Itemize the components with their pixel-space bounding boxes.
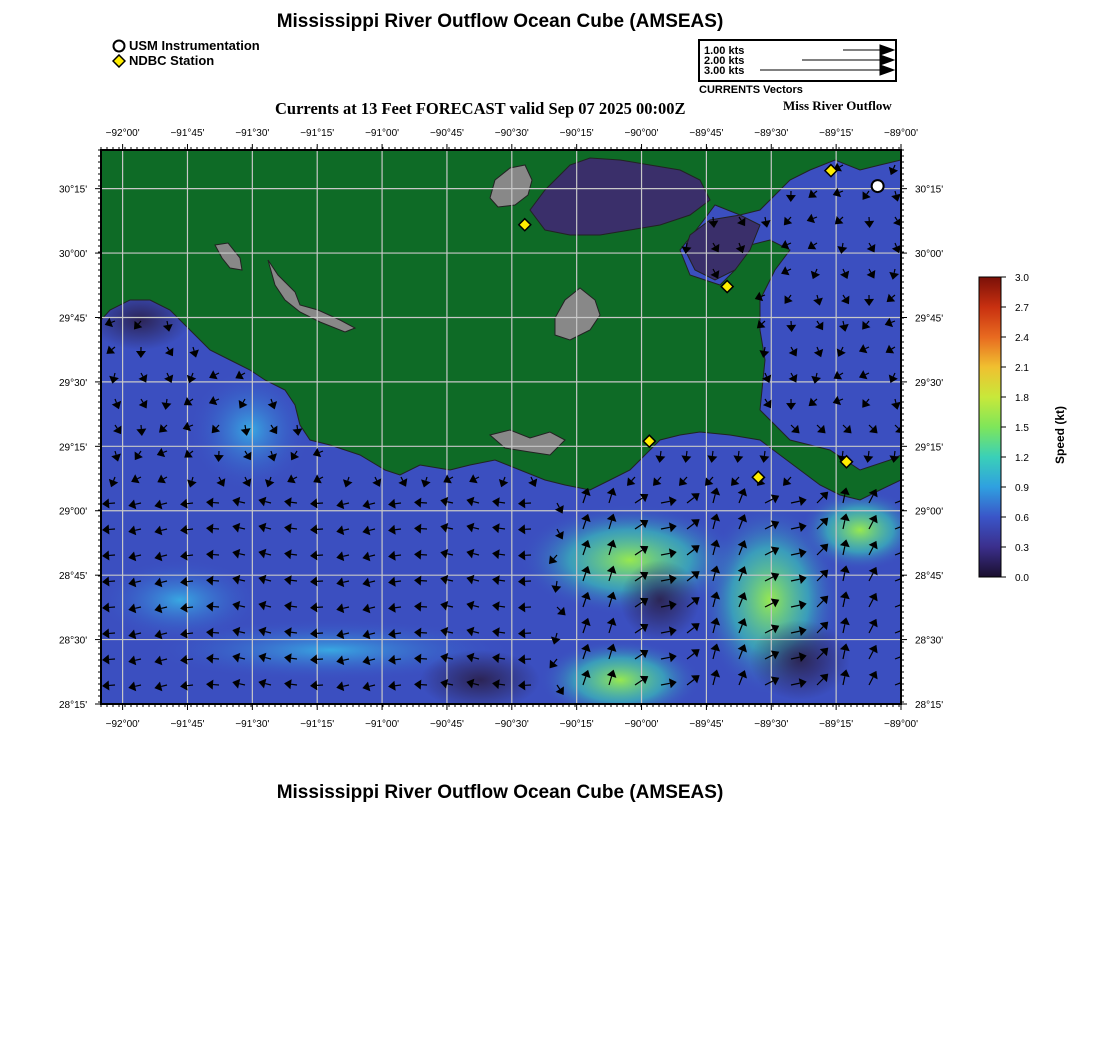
vector-scale-2: 2.00 kts — [704, 55, 745, 67]
lat-tick-label: 29°45' — [59, 313, 88, 325]
current-arrow — [902, 651, 910, 660]
lat-tick-label: 30°00' — [59, 249, 88, 261]
current-arrow-shaft — [166, 399, 167, 403]
current-arrow-shaft — [245, 425, 246, 429]
lon-tick-label: −89°15' — [819, 719, 854, 730]
current-arrow-shaft — [291, 658, 297, 659]
vector-scale-3: 3.00 kts — [704, 65, 745, 77]
colorbar-tick-label: 0.6 — [1015, 513, 1029, 524]
lat-tick-label: 30°00' — [915, 249, 944, 261]
current-arrow-shaft — [894, 269, 895, 273]
colorbar-tick-label: 0.0 — [1015, 573, 1029, 584]
vector-caption: CURRENTS Vectors — [699, 84, 803, 96]
current-arrow — [902, 495, 910, 504]
current-arrow-shaft — [187, 685, 193, 686]
colorbar-ticks — [1001, 273, 1029, 584]
current-arrow-shaft — [660, 451, 661, 456]
current-arrow-shaft — [499, 528, 505, 529]
current-arrow-shaft — [395, 581, 401, 582]
current-arrow-shaft — [291, 528, 297, 529]
current-arrow-shaft — [712, 451, 713, 456]
lat-tick-label: 29°30' — [915, 377, 944, 389]
current-arrow-shaft — [499, 606, 505, 607]
lon-tick-label: −91°45' — [170, 128, 205, 139]
colorbar-tick-label: 1.8 — [1015, 393, 1029, 404]
lon-tick-label: −89°45' — [689, 719, 724, 730]
colorbar-tick-label: 3.0 — [1015, 273, 1029, 284]
colorbar-label: Speed (kt) — [1053, 406, 1067, 465]
lon-tick-label: −91°15' — [300, 128, 335, 139]
region-label: Miss River Outflow — [783, 98, 892, 113]
lon-tick-label: −91°45' — [170, 719, 205, 730]
lat-tick-label: 29°15' — [915, 442, 944, 454]
lon-tick-label: −90°15' — [559, 719, 594, 730]
colorbar-tick-label: 1.2 — [1015, 453, 1029, 464]
current-arrow-shaft — [816, 373, 817, 377]
speed-colorbar — [975, 270, 1055, 600]
current-arrow-shaft — [395, 607, 401, 608]
lat-tick-label: 28°45' — [915, 571, 944, 583]
current-arrow-shaft — [291, 580, 297, 581]
current-arrow-shaft — [167, 321, 168, 325]
current-arrow-shaft — [499, 632, 505, 633]
current-arrow-shaft — [291, 554, 297, 555]
current-arrow-shaft — [291, 684, 297, 685]
current-arrow-shaft — [764, 451, 765, 456]
current-arrow-shaft — [738, 451, 739, 456]
current-arrow-shaft — [395, 555, 401, 556]
lon-tick-label: −90°30' — [494, 128, 529, 139]
current-arrow-shaft — [764, 347, 765, 351]
current-arrow-shaft — [499, 580, 505, 581]
usm-station-marker[interactable] — [872, 180, 884, 192]
lon-tick-label: −90°30' — [494, 719, 529, 730]
lat-tick-label: 28°15' — [915, 700, 944, 711]
lat-tick-label: 28°15' — [59, 700, 88, 711]
current-arrow-shaft — [499, 554, 505, 555]
lon-tick-label: −91°30' — [235, 719, 270, 730]
current-arrow-shaft — [894, 451, 895, 456]
colorbar-tick-label: 0.3 — [1015, 543, 1029, 554]
legend-usm-label: USM Instrumentation — [129, 38, 260, 53]
current-arrow-shaft — [395, 503, 401, 504]
lon-tick-label: −91°30' — [235, 128, 270, 139]
current-arrow — [902, 573, 910, 582]
colorbar-tick-label: 2.7 — [1015, 303, 1029, 314]
current-arrow-shaft — [842, 451, 843, 456]
current-arrow-shaft — [395, 685, 401, 686]
lon-tick-label: −90°15' — [559, 128, 594, 139]
vector-scale-1: 1.00 kts — [704, 45, 745, 57]
lat-tick-label: 28°30' — [915, 635, 944, 647]
colorbar-tick-label: 1.5 — [1015, 423, 1029, 434]
forecast-subtitle: Currents at 13 Feet FORECAST valid Sep 07 2025 00:00Z — [275, 99, 686, 118]
colorbar-tick-label: 0.9 — [1015, 483, 1029, 494]
lon-tick-label: −91°00' — [365, 128, 400, 139]
current-arrow-shaft — [187, 529, 193, 530]
colorbar-gradient — [979, 277, 1001, 577]
current-arrow-shaft — [187, 607, 193, 608]
lat-tick-label: 28°30' — [59, 635, 88, 647]
lat-tick-label: 29°00' — [59, 506, 88, 518]
lat-tick-label: 29°45' — [915, 313, 944, 325]
lon-tick-label: −89°00' — [884, 719, 918, 730]
lat-tick-label: 30°15' — [59, 184, 88, 196]
current-arrow-shaft — [395, 529, 401, 530]
current-arrow-shaft — [842, 243, 843, 247]
current-arrow-shaft — [499, 684, 505, 685]
lon-tick-label: −90°45' — [429, 128, 464, 139]
lon-tick-label: −90°00' — [624, 719, 659, 730]
current-arrow-shaft — [187, 659, 193, 660]
lon-tick-label: −92°00' — [105, 719, 140, 730]
map-title-repeat: Mississippi River Outflow Ocean Cube (AMSEAS) — [276, 782, 724, 803]
lat-tick-label: 29°00' — [915, 506, 944, 518]
lon-tick-label: −89°15' — [819, 128, 854, 139]
current-arrow-shaft — [843, 321, 844, 325]
lon-tick-label: −91°15' — [300, 719, 335, 730]
lon-tick-label: −89°00' — [884, 128, 918, 139]
colorbar-tick-label: 2.1 — [1015, 363, 1029, 374]
current-arrow-shaft — [187, 555, 193, 556]
current-arrow-shaft — [868, 451, 869, 456]
lon-tick-label: −91°00' — [365, 719, 400, 730]
current-arrow-shaft — [291, 606, 297, 607]
lat-tick-label: 29°30' — [59, 377, 88, 389]
current-arrow-shaft — [187, 633, 193, 634]
current-arrow-shaft — [395, 633, 401, 634]
current-arrow-shaft — [187, 581, 193, 582]
current-arrow-shaft — [499, 502, 505, 503]
map-title: Mississippi River Outflow Ocean Cube (AMSEAS) — [276, 11, 724, 32]
lon-tick-label: −89°30' — [754, 128, 789, 139]
lat-tick-label: 28°45' — [59, 571, 88, 583]
legend-ndbc-label: NDBC Station — [129, 53, 215, 68]
lon-tick-label: −90°45' — [429, 719, 464, 730]
lat-tick-label: 29°15' — [59, 442, 88, 454]
lat-tick-label: 30°15' — [915, 184, 944, 196]
current-arrow-shaft — [291, 632, 297, 633]
current-arrow-shaft — [499, 658, 505, 659]
current-arrow-shaft — [556, 581, 557, 586]
current-arrow-shaft — [765, 217, 766, 221]
lon-tick-label: −90°00' — [624, 128, 659, 139]
lon-tick-label: −92°00' — [105, 128, 140, 139]
current-arrow-shaft — [395, 659, 401, 660]
colorbar-tick-label: 2.4 — [1015, 333, 1029, 344]
current-arrow-shaft — [686, 451, 687, 456]
current-arrow-shaft — [291, 502, 297, 503]
lon-tick-label: −89°45' — [689, 128, 724, 139]
current-arrow-shaft — [187, 503, 193, 504]
lon-tick-label: −89°30' — [754, 719, 789, 730]
